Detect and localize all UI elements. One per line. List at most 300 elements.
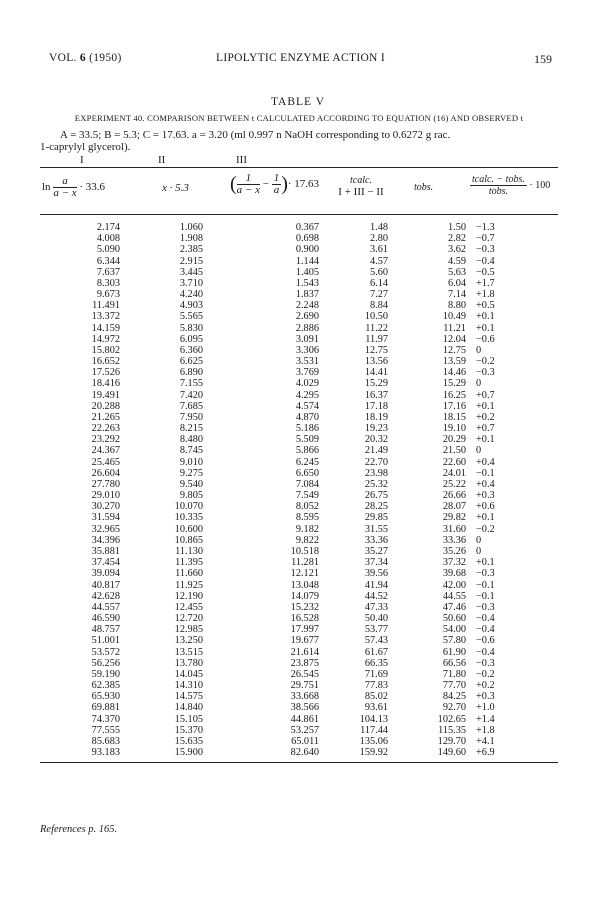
table-row — [40, 691, 558, 702]
table-row — [40, 468, 558, 479]
t-calc-cell: 11.22 — [365, 322, 388, 334]
t-obs-cell: 35.26 — [442, 545, 466, 557]
t-calc-cell: 41.94 — [364, 579, 388, 591]
term-iii-cell: 12.121 — [290, 568, 319, 580]
formula-label: I + III − II — [338, 186, 384, 198]
t-obs-cell: 22.60 — [442, 456, 466, 468]
percent-diff-cell: +0.5 — [476, 300, 495, 312]
fraction-denominator: a − x — [236, 184, 260, 196]
ln-value-cell: 77.555 — [91, 724, 120, 736]
x-value-cell: 4.903 — [179, 300, 203, 312]
t-calc-cell: 135.06 — [359, 735, 388, 747]
ln-value-cell: 65.930 — [91, 691, 120, 703]
percent-diff-cell: −0.7 — [476, 233, 495, 245]
column-number-2: II — [158, 154, 166, 166]
t-calc-cell: 35.27 — [364, 545, 388, 557]
term-iii-cell: 2.248 — [295, 300, 319, 312]
t-calc-cell: 61.67 — [364, 646, 388, 658]
term-iii-cell: 53.257 — [290, 724, 319, 736]
table-row — [40, 647, 558, 658]
t-obs-cell: 12.75 — [442, 344, 466, 356]
percent-diff-cell: −0.2 — [476, 668, 495, 680]
table-row — [40, 345, 558, 356]
ln-value-cell: 6.344 — [96, 255, 120, 267]
experiment-parameters — [40, 129, 560, 153]
percent-diff-cell: 0 — [476, 534, 482, 546]
percent-diff-cell: +0.1 — [476, 434, 495, 446]
t-obs-cell: 33.36 — [442, 534, 466, 546]
ln-value-cell: 22.263 — [91, 423, 120, 435]
table-row — [40, 334, 558, 345]
term-iii-cell: 3.769 — [295, 367, 319, 379]
t-obs-cell: 3.62 — [447, 244, 466, 256]
ln-value-cell: 44.557 — [91, 601, 120, 613]
ln-value-cell: 69.881 — [91, 702, 120, 714]
t-calc-cell: 23.98 — [364, 467, 388, 479]
percent-diff-cell: −0.1 — [476, 579, 495, 591]
x-value-cell: 12.985 — [174, 624, 203, 636]
table-row — [40, 557, 558, 568]
t-obs-cell: 37.32 — [442, 557, 466, 569]
x-value-cell: 10.600 — [174, 523, 203, 535]
t-obs-cell: 50.60 — [442, 613, 466, 625]
percent-diff-cell: +0.2 — [476, 411, 495, 423]
table-row — [40, 568, 558, 579]
t-calc-cell: 4.57 — [369, 255, 388, 267]
multiplier: · 33.6 — [79, 181, 106, 194]
x-value-cell: 9.010 — [179, 456, 203, 468]
term-iii-cell: 3.091 — [295, 333, 319, 345]
table-row — [40, 512, 558, 523]
t-obs-cell: 129.70 — [437, 735, 466, 747]
table-row — [40, 390, 558, 401]
header-col-3: ( $\frac{1}{a - x}$ − $\frac{1}{a}$ )· 17.63 — [230, 172, 320, 196]
ln-value-cell: 48.757 — [91, 624, 120, 636]
table-header-row — [40, 167, 558, 213]
table-row — [40, 457, 558, 468]
table-row — [40, 680, 558, 691]
term-iii-cell: 8.052 — [295, 501, 319, 513]
ln-value-cell: 46.590 — [91, 613, 120, 625]
t-calc-cell: 28.25 — [364, 501, 388, 513]
x-value-cell: 9.275 — [179, 467, 203, 479]
t-calc-cell: 8.84 — [369, 300, 388, 312]
term-iii-cell: 14.079 — [290, 590, 319, 602]
table-row — [40, 256, 558, 267]
x-value-cell: 5.565 — [179, 311, 203, 323]
ln-value-cell: 13.372 — [91, 311, 120, 323]
ln-value-cell: 27.780 — [91, 478, 120, 490]
t-obs-cell: 15.29 — [442, 378, 466, 390]
t-obs-cell: 10.49 — [442, 311, 466, 323]
term-iii-cell: 21.614 — [290, 646, 319, 658]
fraction-denominator: tobs. — [488, 186, 509, 197]
ln-value-cell: 7.637 — [96, 266, 120, 278]
t-obs-cell: 71.80 — [442, 668, 466, 680]
t-calc-cell: 15.29 — [364, 378, 388, 390]
table-row — [40, 624, 558, 635]
ln-value-cell: 32.965 — [91, 523, 120, 535]
table-row — [40, 401, 558, 412]
table-bottom-rule — [40, 762, 558, 763]
percent-diff-cell: +0.4 — [476, 478, 495, 490]
table-row — [40, 233, 558, 244]
x-value-cell: 12.455 — [174, 601, 203, 613]
t-obs-cell: 44.55 — [442, 590, 466, 602]
percent-diff-cell: +0.3 — [476, 490, 495, 502]
x-value-cell: 8.215 — [179, 423, 203, 435]
fraction-numerator: a — [53, 176, 76, 188]
x-value-cell: 1.908 — [179, 233, 203, 245]
ln-value-cell: 62.385 — [91, 680, 120, 692]
ln-value-cell: 26.604 — [91, 467, 120, 479]
x-value-cell: 9.805 — [179, 490, 203, 502]
table-row — [40, 736, 558, 747]
term-iii-cell: 4.295 — [295, 389, 319, 401]
table-row — [40, 602, 558, 613]
table-row — [40, 669, 558, 680]
term-iii-cell: 38.566 — [290, 702, 319, 714]
t-calc-cell: 5.60 — [369, 266, 388, 278]
t-obs-cell: 25.22 — [442, 478, 466, 490]
header-col-1-fraction — [53, 176, 76, 199]
x-value-cell: 7.420 — [179, 389, 203, 401]
term-iii-cell: 4.574 — [295, 400, 319, 412]
table-row — [40, 222, 558, 233]
t-obs-cell: 31.60 — [442, 523, 466, 535]
percent-diff-cell: +1.8 — [476, 724, 495, 736]
t-obs-cell: 28.07 — [442, 501, 466, 513]
term-iii-cell: 33.668 — [290, 691, 319, 703]
t-calc-cell: 1.48 — [369, 222, 388, 233]
x-value-cell: 7.155 — [179, 378, 203, 390]
t-calc-cell: 104.13 — [359, 713, 388, 725]
percent-diff-cell: 0 — [476, 378, 482, 390]
x-value-cell: 6.890 — [179, 367, 203, 379]
right-paren: ) — [281, 173, 288, 195]
t-obs-cell: 8.80 — [447, 300, 466, 312]
table-row — [40, 580, 558, 591]
table-body — [40, 222, 558, 758]
table-row — [40, 445, 558, 456]
t-obs-cell: 11.21 — [443, 322, 466, 334]
t-calc-cell: 17.18 — [364, 400, 388, 412]
t-calc-cell: 7.27 — [369, 289, 388, 301]
percent-diff-cell: +1.7 — [476, 277, 495, 289]
percent-diff-cell: +4.1 — [476, 735, 495, 747]
x-value-cell: 13.515 — [174, 646, 203, 658]
t-calc-cell: 13.56 — [364, 356, 388, 368]
footer-references: References p. 165. — [40, 824, 118, 835]
x-value-cell: 11.130 — [175, 545, 203, 557]
t-obs-cell: 6.04 — [447, 277, 466, 289]
column-number-3: III — [236, 154, 247, 166]
table-row — [40, 479, 558, 490]
x-value-cell: 7.950 — [179, 411, 203, 423]
percent-diff-cell: +0.3 — [476, 691, 495, 703]
term-iii-cell: 1.405 — [295, 266, 319, 278]
percent-diff-cell: +0.4 — [476, 456, 495, 468]
t-calc-cell: 66.35 — [364, 657, 388, 669]
percent-diff-cell: −0.6 — [476, 333, 495, 345]
t-obs-cell: 20.29 — [442, 434, 466, 446]
deviation-fraction — [470, 174, 527, 197]
t-calc-cell: 44.52 — [364, 590, 388, 602]
table-row — [40, 635, 558, 646]
ln-value-cell: 53.572 — [91, 646, 120, 658]
ln-value-cell: 42.628 — [91, 590, 120, 602]
percent-diff-cell: −0.4 — [476, 613, 495, 625]
table-row — [40, 356, 558, 367]
table-row — [40, 289, 558, 300]
t-obs-cell: 4.59 — [447, 255, 466, 267]
table-row — [40, 434, 558, 445]
term-iii-cell: 17.997 — [290, 624, 319, 636]
ln-value-cell: 9.673 — [96, 289, 120, 301]
term-iii-cell: 4.029 — [295, 378, 319, 390]
table-row — [40, 311, 558, 322]
percent-diff-cell: +1.8 — [476, 289, 495, 301]
fraction-denominator: a − x — [53, 187, 77, 199]
x-value-cell: 14.310 — [174, 680, 203, 692]
ln-value-cell: 18.416 — [91, 378, 120, 390]
t-calc-label: tcalc. — [350, 175, 372, 186]
percent-diff-cell: −1.3 — [476, 222, 495, 233]
ln-value-cell: 11.491 — [92, 300, 120, 312]
table-row — [40, 323, 558, 334]
table-row — [40, 658, 558, 669]
ln-value-cell: 56.256 — [91, 657, 120, 669]
table-row — [40, 300, 558, 311]
t-obs-cell: 115.35 — [438, 724, 466, 736]
header-col-2: x · 5.3 — [162, 182, 189, 194]
running-header — [49, 52, 552, 68]
ln-value-cell: 30.270 — [91, 501, 120, 513]
header-col-5: tobs. — [414, 182, 434, 193]
term-iii-cell: 1.144 — [295, 255, 319, 267]
t-calc-cell: 6.14 — [369, 277, 388, 289]
ln-value-cell: 37.454 — [91, 557, 120, 569]
ln-value-cell: 15.802 — [91, 344, 120, 356]
term-iii-cell: 5.186 — [295, 423, 319, 435]
table-row — [40, 613, 558, 624]
table-row — [40, 490, 558, 501]
x-value-cell: 1.060 — [179, 222, 203, 233]
term-iii-cell: 16.528 — [290, 613, 319, 625]
term-iii-cell: 29.751 — [290, 680, 319, 692]
percent-diff-cell: +0.1 — [476, 322, 495, 334]
ln-value-cell: 39.094 — [91, 568, 120, 580]
percent-diff-cell: −0.1 — [476, 467, 495, 479]
percent-diff-cell: −0.4 — [476, 624, 495, 636]
ln-value-cell: 85.683 — [91, 735, 120, 747]
t-calc-cell: 18.19 — [364, 411, 388, 423]
term-iii-cell: 26.545 — [290, 668, 319, 680]
ln-value-cell: 29.010 — [91, 490, 120, 502]
percent-diff-cell: +1.4 — [476, 713, 495, 725]
ln-value-cell: 23.292 — [91, 434, 120, 446]
x-value-cell: 6.360 — [179, 344, 203, 356]
x-value-cell: 6.095 — [179, 333, 203, 345]
x-value-cell: 14.575 — [174, 691, 203, 703]
percent-diff-cell: −0.3 — [476, 601, 495, 613]
ln-value-cell: 35.881 — [91, 545, 120, 557]
t-calc-cell: 33.36 — [364, 534, 388, 546]
percent-diff-cell: +0.7 — [476, 423, 495, 435]
parameters-line-2: 1-caprylyl glycerol). — [40, 141, 131, 153]
multiplier: · 17.63 — [287, 178, 320, 191]
x-value-cell: 2.385 — [179, 244, 203, 256]
column-number-1: I — [80, 154, 84, 166]
table-row — [40, 747, 558, 758]
x-value-cell: 13.780 — [174, 657, 203, 669]
term-iii-cell: 13.048 — [290, 579, 319, 591]
x-value-cell: 5.830 — [179, 322, 203, 334]
x-value-cell: 10.335 — [174, 512, 203, 524]
t-obs-cell: 21.50 — [442, 445, 466, 457]
percent-diff-cell: −0.4 — [476, 255, 495, 267]
table-row — [40, 244, 558, 255]
table-row — [40, 535, 558, 546]
term-iii-cell: 0.698 — [295, 233, 319, 245]
term-iii-cell: 7.084 — [295, 478, 319, 490]
t-obs-cell: 84.25 — [442, 691, 466, 703]
x-value-cell: 15.635 — [174, 735, 203, 747]
term-iii-cell: 9.822 — [295, 534, 319, 546]
page-number: 159 — [534, 52, 552, 66]
term-iii-cell: 3.306 — [295, 344, 319, 356]
ln-value-cell: 19.491 — [91, 389, 120, 401]
t-calc-cell: 22.70 — [364, 456, 388, 468]
percent-diff-cell: −0.5 — [476, 266, 495, 278]
table-row — [40, 278, 558, 289]
percent-diff-cell: −0.2 — [476, 523, 495, 535]
term-iii-cell: 2.690 — [295, 311, 319, 323]
percent-diff-cell: 0 — [476, 344, 482, 356]
term-iii-cell: 3.531 — [295, 356, 319, 368]
t-calc-cell: 10.50 — [364, 311, 388, 323]
ln-label: ln — [42, 181, 51, 194]
t-calc-cell: 39.56 — [364, 568, 388, 580]
ln-value-cell: 8.303 — [96, 277, 120, 289]
table-row — [40, 714, 558, 725]
t-obs-cell: 18.15 — [442, 411, 466, 423]
term-iii-cell: 19.677 — [290, 635, 319, 647]
ln-value-cell: 34.396 — [91, 534, 120, 546]
table-row — [40, 378, 558, 389]
t-obs-cell: 42.00 — [442, 579, 466, 591]
x-value-cell: 14.045 — [174, 668, 203, 680]
t-obs-cell: 1.50 — [447, 222, 466, 233]
ln-value-cell: 14.972 — [91, 333, 120, 345]
multiplier: · 100 — [529, 179, 551, 191]
t-obs-cell: 5.63 — [447, 266, 466, 278]
percent-diff-cell: +0.6 — [476, 501, 495, 513]
ln-value-cell: 17.526 — [91, 367, 120, 379]
table-caption: EXPERIMENT 40. COMPARISON BETWEEN t CALCULATED ACCORDING TO EQUATION (16) AND OBSERVED t — [74, 113, 524, 123]
x-value-cell: 11.395 — [175, 557, 203, 569]
t-obs-cell: 102.65 — [437, 713, 466, 725]
percent-diff-cell: −0.3 — [476, 568, 495, 580]
ln-value-cell: 40.817 — [91, 579, 120, 591]
t-calc-cell: 19.23 — [364, 423, 388, 435]
x-value-cell: 2.915 — [179, 255, 203, 267]
header-col-6 — [470, 174, 550, 197]
x-value-cell: 10.070 — [174, 501, 203, 513]
ln-value-cell: 31.594 — [91, 512, 120, 524]
term-iii-cell: 9.182 — [295, 523, 319, 535]
t-calc-cell: 85.02 — [364, 691, 388, 703]
x-value-cell: 14.840 — [174, 702, 203, 714]
ln-value-cell: 59.190 — [91, 668, 120, 680]
term-iii-cell: 23.875 — [290, 657, 319, 669]
left-paren: ( — [230, 173, 237, 195]
t-obs-cell: 66.56 — [442, 657, 466, 669]
x-value-cell: 6.625 — [179, 356, 203, 368]
t-obs-cell: 29.82 — [442, 512, 466, 524]
column-numbers — [0, 154, 596, 167]
percent-diff-cell: +0.7 — [476, 389, 495, 401]
t-calc-cell: 11.97 — [365, 333, 388, 345]
percent-diff-cell: +6.9 — [476, 747, 495, 759]
x-value-cell: 11.660 — [175, 568, 203, 580]
term-iii-cell: 5.866 — [295, 445, 319, 457]
percent-diff-cell: −0.3 — [476, 367, 495, 379]
t-obs-cell: 14.46 — [442, 367, 466, 379]
t-calc-cell: 2.80 — [369, 233, 388, 245]
t-obs-cell: 19.10 — [442, 423, 466, 435]
table-row — [40, 591, 558, 602]
fraction-numerator: 1 — [237, 173, 260, 185]
percent-diff-cell: −0.3 — [476, 244, 495, 256]
t-calc-cell: 50.40 — [364, 613, 388, 625]
term-iii-cell: 1.543 — [295, 277, 319, 289]
t-calc-cell: 53.77 — [364, 624, 388, 636]
t-obs-cell: 12.04 — [442, 333, 466, 345]
table-row — [40, 423, 558, 434]
percent-diff-cell: −0.2 — [476, 356, 495, 368]
term-iii-cell: 10.518 — [290, 545, 319, 557]
t-obs-cell: 57.80 — [442, 635, 466, 647]
term-iii-cell: 6.650 — [295, 467, 319, 479]
percent-diff-cell: +0.1 — [476, 311, 495, 323]
x-value-cell: 15.105 — [174, 713, 203, 725]
t-obs-cell: 7.14 — [447, 289, 466, 301]
term-iii-cell: 5.509 — [295, 434, 319, 446]
t-obs-cell: 2.82 — [447, 233, 466, 245]
ln-value-cell: 2.174 — [96, 222, 120, 233]
percent-diff-cell: +0.2 — [476, 680, 495, 692]
table-row — [40, 524, 558, 535]
t-calc-cell: 12.75 — [364, 344, 388, 356]
ln-value-cell: 24.367 — [91, 445, 120, 457]
ln-value-cell: 20.288 — [91, 400, 120, 412]
term-iii-cell: 4.870 — [295, 411, 319, 423]
t-calc-cell: 31.55 — [364, 523, 388, 535]
t-obs-cell: 77.70 — [442, 680, 466, 692]
ln-value-cell: 93.183 — [91, 747, 120, 759]
ln-value-cell: 25.465 — [91, 456, 120, 468]
term-iii-cell: 0.900 — [295, 244, 319, 256]
term-iii-cell: 0.367 — [295, 222, 319, 233]
t-calc-cell: 37.34 — [364, 557, 388, 569]
header-col-4 — [326, 175, 396, 198]
percent-diff-cell: 0 — [476, 545, 482, 557]
term-iii-cell: 82.640 — [290, 747, 319, 759]
table-row — [40, 501, 558, 512]
t-calc-cell: 26.75 — [364, 490, 388, 502]
percent-diff-cell: +0.1 — [476, 512, 495, 524]
